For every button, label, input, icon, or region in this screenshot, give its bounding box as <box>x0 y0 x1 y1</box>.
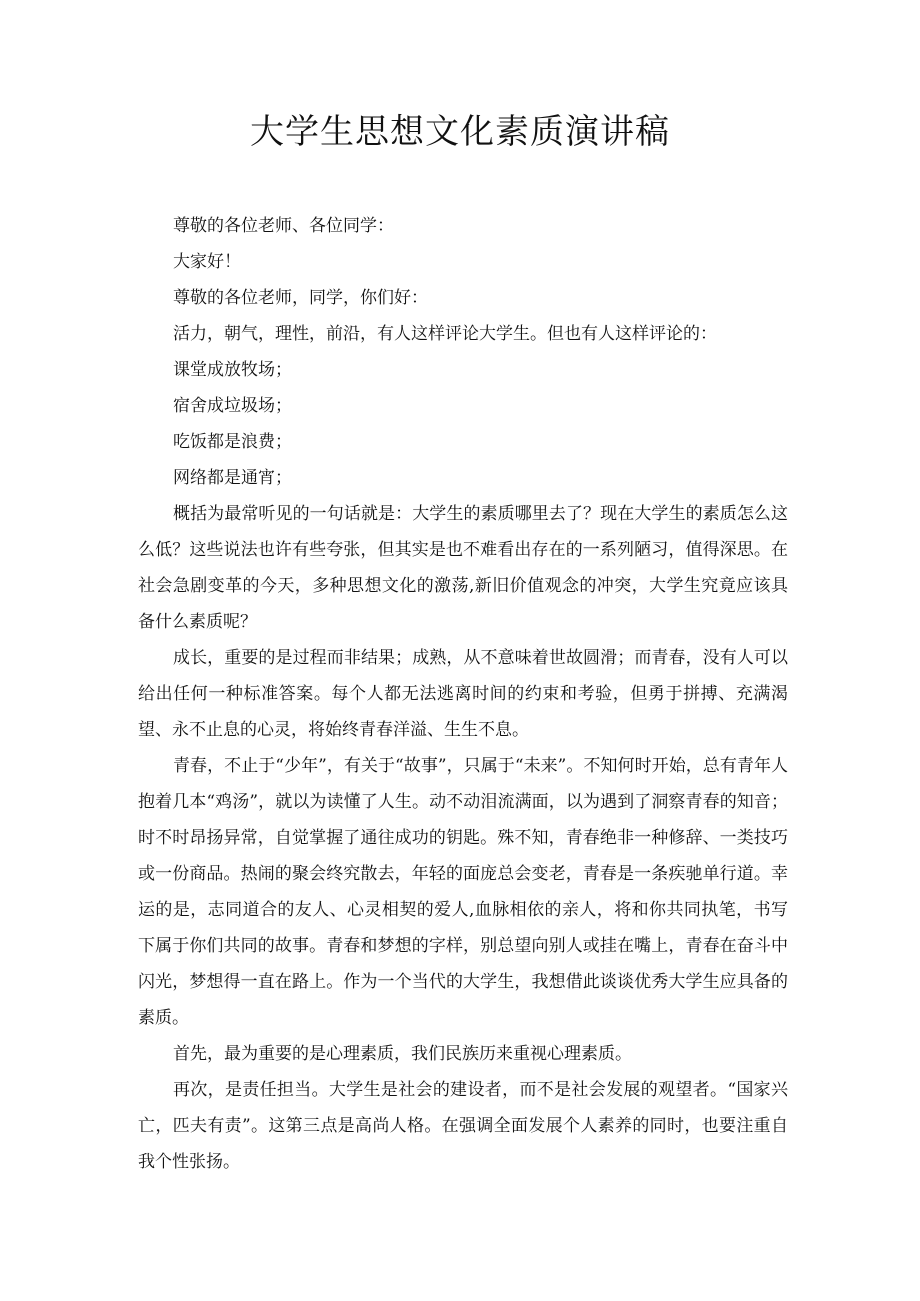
criticism-item: 网络都是通宵； <box>173 468 292 488</box>
body-paragraph: 成长，重要的是过程而非结果；成熟，从不意味着世故圆滑；而青春，没有人可以给出任何一种标准答案。每个人都无法逃离时间的约束和考验，但勇于拼搏、充满渴望、永不止息的心灵，将始终青春洋溢、生生不息。 <box>138 648 788 740</box>
greeting: 大家好！ <box>173 252 241 272</box>
body-paragraph: 青春，不止于“少年”，有关于“故事”，只属于“未来”。不知何时开始，总有青年人抱着几本“鸡汤”，就以为读懂了人生。动不动泪流满面，以为遇到了洞察青春的知音；时不时昂扬异常，自觉掌握了通往成功的钥匙。殊不知，青春绝非一种修辞、一类技巧或一份商品。热闹的聚会终究散去，年轻的面庞总会变老，青春是一条疾驰单行道。幸运的是，志同道合的友人、心灵相契的爱人,血脉相依的亲人，将和你共同执笔，书写下属于你们共同的故事。青春和梦想的字样，别总望向别人或挂在嘴上，青春在奋斗中闪光，梦想得一直在路上。作为一个当代的大学生，我想借此谈谈优秀大学生应具备的素质。 <box>138 756 788 1028</box>
document-title: 大学生思想文化素质演讲稿 <box>250 112 670 152</box>
criticism-item: 宿舍成垃圾场； <box>173 396 292 416</box>
criticism-item: 课堂成放牧场； <box>173 360 292 380</box>
salutation: 尊敬的各位老师、各位同学： <box>173 216 394 236</box>
body-paragraph: 再次，是责任担当。大学生是社会的建设者，而不是社会发展的观望者。“国家兴亡，匹夫有责”。这第三点是高尚人格。在强调全面发展个人素养的同时，也要注重自我个性张扬。 <box>138 1080 788 1172</box>
body-paragraph: 概括为最常听见的一句话就是：大学生的素质哪里去了？现在大学生的素质怎么这么低？这些说法也许有些夸张，但其实是也不难看出存在的一系列陋习，值得深思。在社会急剧变革的今天，多种思想文化的激荡,新旧价值观念的冲突，大学生究竟应该具备什么素质呢？ <box>138 504 788 632</box>
body-paragraph: 首先，最为重要的是心理素质，我们民族历来重视心理素质。 <box>173 1044 632 1064</box>
greeting-second: 尊敬的各位老师，同学，你们好： <box>173 288 428 308</box>
document-body <box>138 208 788 1180</box>
intro-paragraph: 活力，朝气，理性，前沿，有人这样评论大学生。但也有人这样评论的： <box>173 324 717 344</box>
criticism-item: 吃饭都是浪费； <box>173 432 292 452</box>
